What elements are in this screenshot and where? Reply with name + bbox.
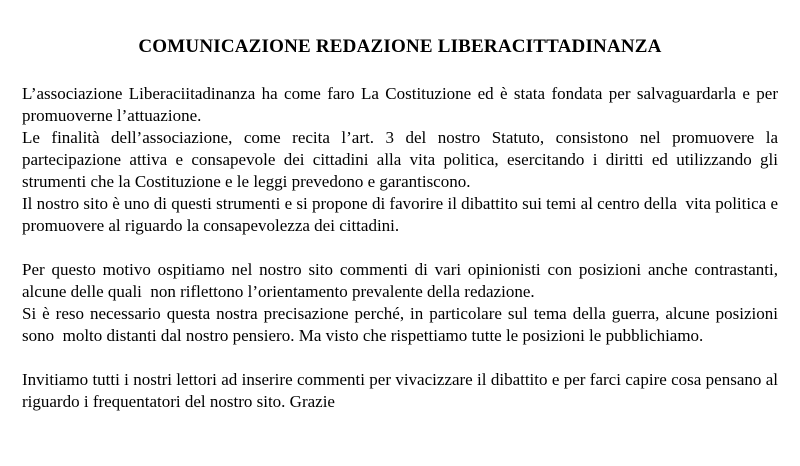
paragraph: L’associazione Liberaciitadinanza ha come faro La Costituzione ed è stata fondata per salvaguardarla e per promuoverne l’attuazione.	[22, 84, 783, 125]
paragraph-block-intro	[22, 83, 783, 237]
paragraph: Il nostro sito è uno di questi strumenti e si propone di favorire il dibattito sui temi al centro della vita politica e promuovere al riguardo la consapevolezza dei cittadini.	[22, 194, 783, 235]
paragraph-block-invitation	[22, 369, 783, 413]
paragraph: Invitiamo tutti i nostri lettori ad inserire commenti per vivacizzare il dibattito e per farci capire cosa pensano al riguardo i frequentatori del nostro sito. Grazie	[22, 370, 783, 411]
paragraph: Le finalità dell’associazione, come recita l’art. 3 del nostro Statuto, consistono nel promuovere la partecipazione attiva e consapevole dei cittadini alla vita politica, esercitando i diritti ed utilizzando gli strumenti che la Costituzione e le leggi prevedono e garantiscono.	[22, 128, 783, 191]
paragraph-block-positions	[22, 259, 783, 347]
document-title: COMUNICAZIONE REDAZIONE LIBERACITTADINANZA	[138, 36, 662, 57]
paragraph: Si è reso necessario questa nostra precisazione perché, in particolare sul tema della guerra, alcune posizioni sono molto distanti dal nostro pensiero. Ma visto che rispettiamo tutte le posizioni le pubblichiamo.	[22, 304, 783, 345]
paragraph: Per questo motivo ospitiamo nel nostro sito commenti di vari opinionisti con posizioni anche contrastanti, alcune delle quali non riflettono l’orientamento prevalente della redazione.	[22, 260, 783, 301]
